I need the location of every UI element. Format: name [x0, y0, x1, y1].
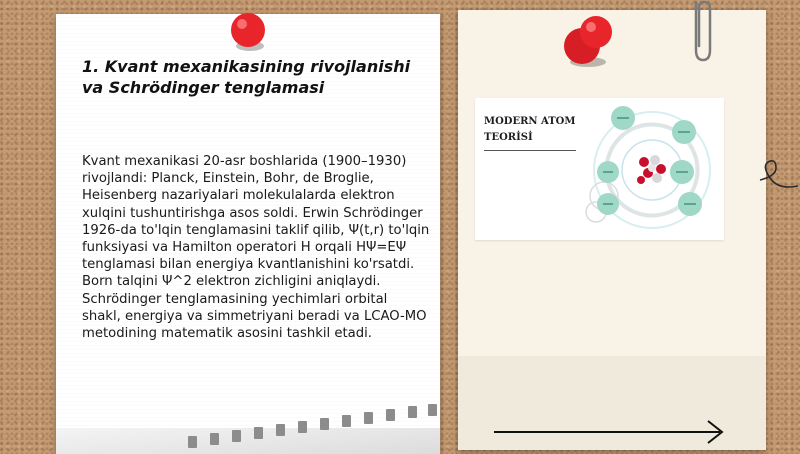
illustration-title-line1: MODERN ATOM — [484, 116, 576, 127]
pushpin-icon — [226, 10, 270, 54]
slide-title — [82, 56, 422, 98]
paperclip-icon — [686, 0, 716, 64]
slide-title-line1: 1. Kvant mexanikasining rivojlanishi — [82, 57, 411, 76]
atom-icon — [540, 100, 720, 238]
slide-title-line2: va Schrödinger tenglamasi — [82, 78, 325, 97]
pushpin-icon — [560, 12, 620, 72]
slide-body-text: Kvant mexanikasi 20-asr boshlarida (1900–1930) rivojlandi: Planck, Einstein, Bohr, de Broglie, Heisenberg nazariyalari molekulalarda elektron xulqini tushuntirishga asos soldi. Erwin Schrödinger 1926-da to'lqin tenglamasini taklif qilib, Ψ(t,r) to'lqin funksiyasi va Hamilton operatori H orqali HΨ=EΨ tenglamasi bilan energiya kvantlanishini ko'rsatdi. Born talqini Ψ^2 elektron zichligini aniqlaydi. Schrödinger tenglamasining yechimlari orbital shakl, energiya va simmetriyani beradi va LCAO-MO metodining matematik asosini tashkil etadi. — [82, 154, 430, 342]
curl-icon — [756, 150, 800, 210]
arrow-right-icon — [492, 418, 728, 446]
illustration-title-line2: TEORİSİ — [484, 132, 533, 143]
punch-holes — [70, 402, 450, 450]
